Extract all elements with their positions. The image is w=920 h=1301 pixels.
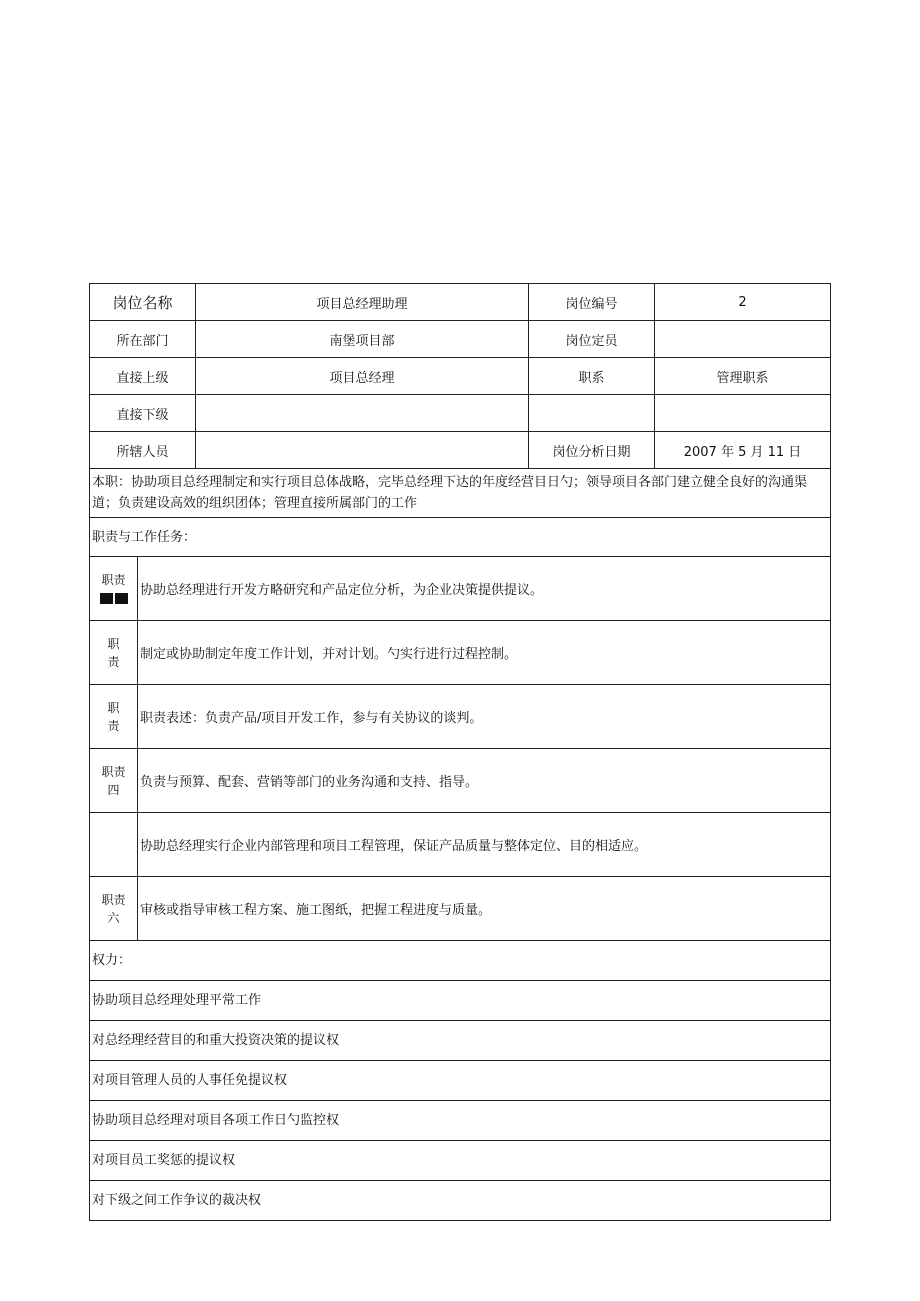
duty-label-bottom: 责 xyxy=(107,654,120,669)
duty-text: 负责与预算、配套、营销等部门的业务沟通和支持、指导。 xyxy=(138,749,831,813)
headcount-value xyxy=(655,321,831,358)
duty-label-top: 职责 xyxy=(101,764,126,779)
duty-text: 审核或指导审核工程方案、施工图纸，把握工程进度与质量。 xyxy=(138,877,831,941)
duty-text: 协助总经理实行企业内部管理和项目工程管理，保证产品质量与整体定位、目的相适应。 xyxy=(138,813,831,877)
duty-row xyxy=(90,557,831,621)
duty-label-bottom: 六 xyxy=(107,910,120,925)
duty-row xyxy=(90,877,831,941)
power-item: 协助项目总经理处理平常工作 xyxy=(90,981,831,1021)
position-no-label: 岗位编号 xyxy=(529,284,655,321)
superior-value: 项目总经理 xyxy=(196,358,529,395)
power-row xyxy=(90,1021,831,1061)
duty-label-bottom: 责 xyxy=(107,718,120,733)
duty-row xyxy=(90,685,831,749)
duty-label-top: 职责 xyxy=(101,892,126,907)
duty-label xyxy=(90,813,138,877)
analysis-date-label: 岗位分析日期 xyxy=(529,432,655,469)
job-description-table xyxy=(89,283,831,1221)
duty-label xyxy=(90,685,138,749)
row-powers-title xyxy=(90,941,831,981)
duty-label xyxy=(90,557,138,621)
department-label: 所在部门 xyxy=(90,321,196,358)
power-row xyxy=(90,1101,831,1141)
power-item: 协助项目总经理对项目各项工作日勺监控权 xyxy=(90,1101,831,1141)
empty-cell xyxy=(529,395,655,432)
row-department xyxy=(90,321,831,358)
duty-text: 职责表述：负责产品/项目开发工作，参与有关协议的谈判。 xyxy=(138,685,831,749)
powers-title: 权力： xyxy=(90,941,831,981)
power-row xyxy=(90,981,831,1021)
department-value: 南堡项目部 xyxy=(196,321,529,358)
duty-text: 制定或协助制定年度工作计划，并对计划。勺实行进行过程控制。 xyxy=(138,621,831,685)
duty-text: 协助总经理进行开发方略研究和产品定位分析，为企业决策提供提议。 xyxy=(138,557,831,621)
job-family-label: 职系 xyxy=(529,358,655,395)
duty-label-top: 职责 xyxy=(101,572,126,587)
position-name-value: 项目总经理助理 xyxy=(196,284,529,321)
power-item: 对项目员工奖惩的提议权 xyxy=(90,1141,831,1181)
power-item: 对下级之间工作争议的裁决权 xyxy=(90,1181,831,1221)
row-superior xyxy=(90,358,831,395)
power-item: 对项目管理人员的人事任免提议权 xyxy=(90,1061,831,1101)
duty-label-top: 职 xyxy=(107,700,120,715)
superior-label: 直接上级 xyxy=(90,358,196,395)
duty-label xyxy=(90,749,138,813)
headcount-label: 岗位定员 xyxy=(529,321,655,358)
job-description-form xyxy=(89,283,830,1221)
redacted-mark xyxy=(90,589,137,607)
subordinate-label: 直接下级 xyxy=(90,395,196,432)
power-row xyxy=(90,1181,831,1221)
position-no-value: 2 xyxy=(655,284,831,321)
job-family-value: 管理职系 xyxy=(655,358,831,395)
duty-label-bottom: 四 xyxy=(107,782,120,797)
power-row xyxy=(90,1141,831,1181)
staff-value xyxy=(196,432,529,469)
empty-cell xyxy=(655,395,831,432)
analysis-date-value: 2007 年 5 月 11 日 xyxy=(655,432,831,469)
duty-label-top: 职 xyxy=(107,636,120,651)
subordinate-value xyxy=(196,395,529,432)
job-summary: 本职：协助项目总经理制定和实行项目总体战略，完毕总经理下达的年度经营目日勺；领导项目各部门建立健全良好的沟通渠道；负责建设高效的组织团体；管理直接所属部门的工作 xyxy=(90,469,831,518)
duty-row xyxy=(90,621,831,685)
duty-label xyxy=(90,877,138,941)
duty-row xyxy=(90,813,831,877)
duty-row xyxy=(90,749,831,813)
row-subordinate xyxy=(90,395,831,432)
power-item: 对总经理经营目的和重大投资决策的提议权 xyxy=(90,1021,831,1061)
row-staff xyxy=(90,432,831,469)
power-row xyxy=(90,1061,831,1101)
position-name-label: 岗位名称 xyxy=(90,284,196,321)
duty-label xyxy=(90,621,138,685)
row-duties-title xyxy=(90,518,831,557)
row-position-name xyxy=(90,284,831,321)
row-summary xyxy=(90,469,831,518)
staff-label: 所辖人员 xyxy=(90,432,196,469)
duties-title: 职责与工作任务： xyxy=(90,518,831,557)
